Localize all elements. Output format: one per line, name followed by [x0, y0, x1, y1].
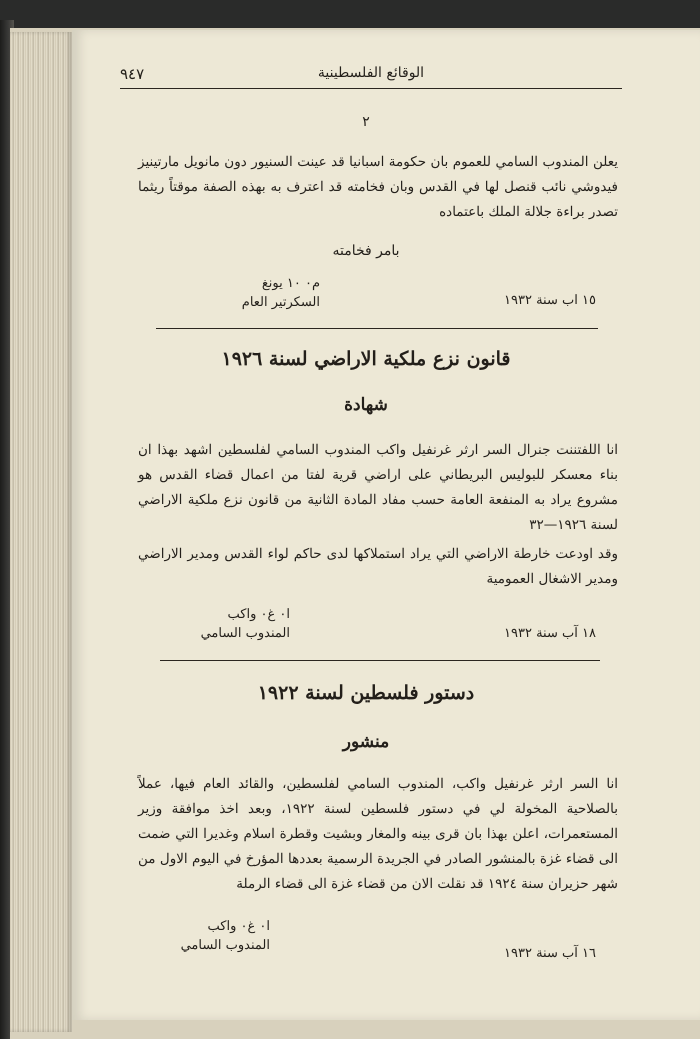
law-title: قانون نزع ملكية الاراضي لسنة ١٩٢٦ — [221, 348, 511, 370]
certificate-paragraph — [138, 438, 618, 538]
constitution-title: دستور فلسطين لسنة ١٩٢٢ — [257, 682, 475, 704]
page-number: ٩٤٧ — [120, 65, 145, 83]
deposit-text: وقد اودعت خارطة الاراضي التي يراد استملاكها لدى حاكم لواء القدس ومدير الاراضي ومدير الاشغال العمومية — [138, 546, 618, 587]
page-stack-edges — [10, 32, 72, 1032]
notice-date: ١٥ اب سنة ١٩٣٢ — [504, 293, 596, 308]
section-subtitle: شهادة — [344, 395, 388, 415]
certificate-text: انا اللفتننت جنرال السر ارثر غرنفيل واكب المندوب السامي لفلسطين اشهد بهذا ان بناء معسكر للبوليس البريطاني على اراضي قرية لفتا من اعمال قضاء القدس هو مشروع يراد به المنفعة العامة حسب مفاد المادة الثانية من قانون نزع ملكية الاراضي لسنة ١٩٢٦—٣٢ — [138, 442, 618, 533]
consul-notice-paragraph — [138, 150, 618, 225]
certificate-date: ١٨ آب سنة ١٩٣٢ — [504, 626, 596, 641]
section-divider — [156, 328, 598, 329]
proclamation-subtitle: منشور — [342, 732, 390, 752]
by-order-line: بامر فخامته — [332, 243, 400, 259]
proclamation-paragraph — [138, 772, 618, 897]
signature-name: ا٠ غ٠ واكب — [207, 919, 270, 934]
signature-name: ا٠ غ٠ واكب — [227, 607, 290, 622]
header-title: الوقائع الفلسطينية — [317, 65, 425, 81]
deposit-paragraph — [138, 542, 618, 592]
section-divider — [160, 660, 600, 661]
proclamation-date: ١٦ آب سنة ١٩٣٢ — [504, 946, 596, 961]
gazette-page — [72, 30, 700, 1020]
signature-title: المندوب السامي — [180, 938, 270, 953]
signature-block-1 — [242, 274, 320, 312]
proclamation-text: انا السر ارثر غرنفيل واكب، المندوب السامي لفلسطين، والقائد العام فيها، عملاً بالصلاحية المخولة لي في دستور فلسطين لسنة ١٩٢٢، وبعد اخذ موافقة وزير المستعمرات، اعلن بهذا بان قرى بينه والمغار وبشيت وقطرة اسلام وغديرا التي ضمت الى قضاء غزة بالمنشور الصادر في الجريدة الرسمية بعددها المؤرخ في اليوم الاول من شهر حزيران سنة ١٩٢٤ قد نقلت الان من قضاء غزة الى قضاء الرملة — [138, 776, 618, 892]
consul-notice-text: يعلن المندوب السامي للعموم بان حكومة اسبانيا قد عينت السنيور دون مانويل مارتينيز فيدوشي نائب قنصل لها في القدس وبان فخامته قد اعترف به بهذه الصفة موقتاً ريثما تصدر براءة جلالة الملك باعتماده — [138, 154, 618, 220]
signature-block-2 — [201, 605, 290, 643]
running-header — [120, 62, 622, 89]
signature-title: السكرتير العام — [241, 295, 320, 310]
section-number: ٢ — [362, 114, 370, 130]
signature-name: م٠ ١٠ يونغ — [261, 276, 320, 291]
signature-block-3 — [181, 917, 270, 955]
signature-title: المندوب السامي — [200, 626, 290, 641]
